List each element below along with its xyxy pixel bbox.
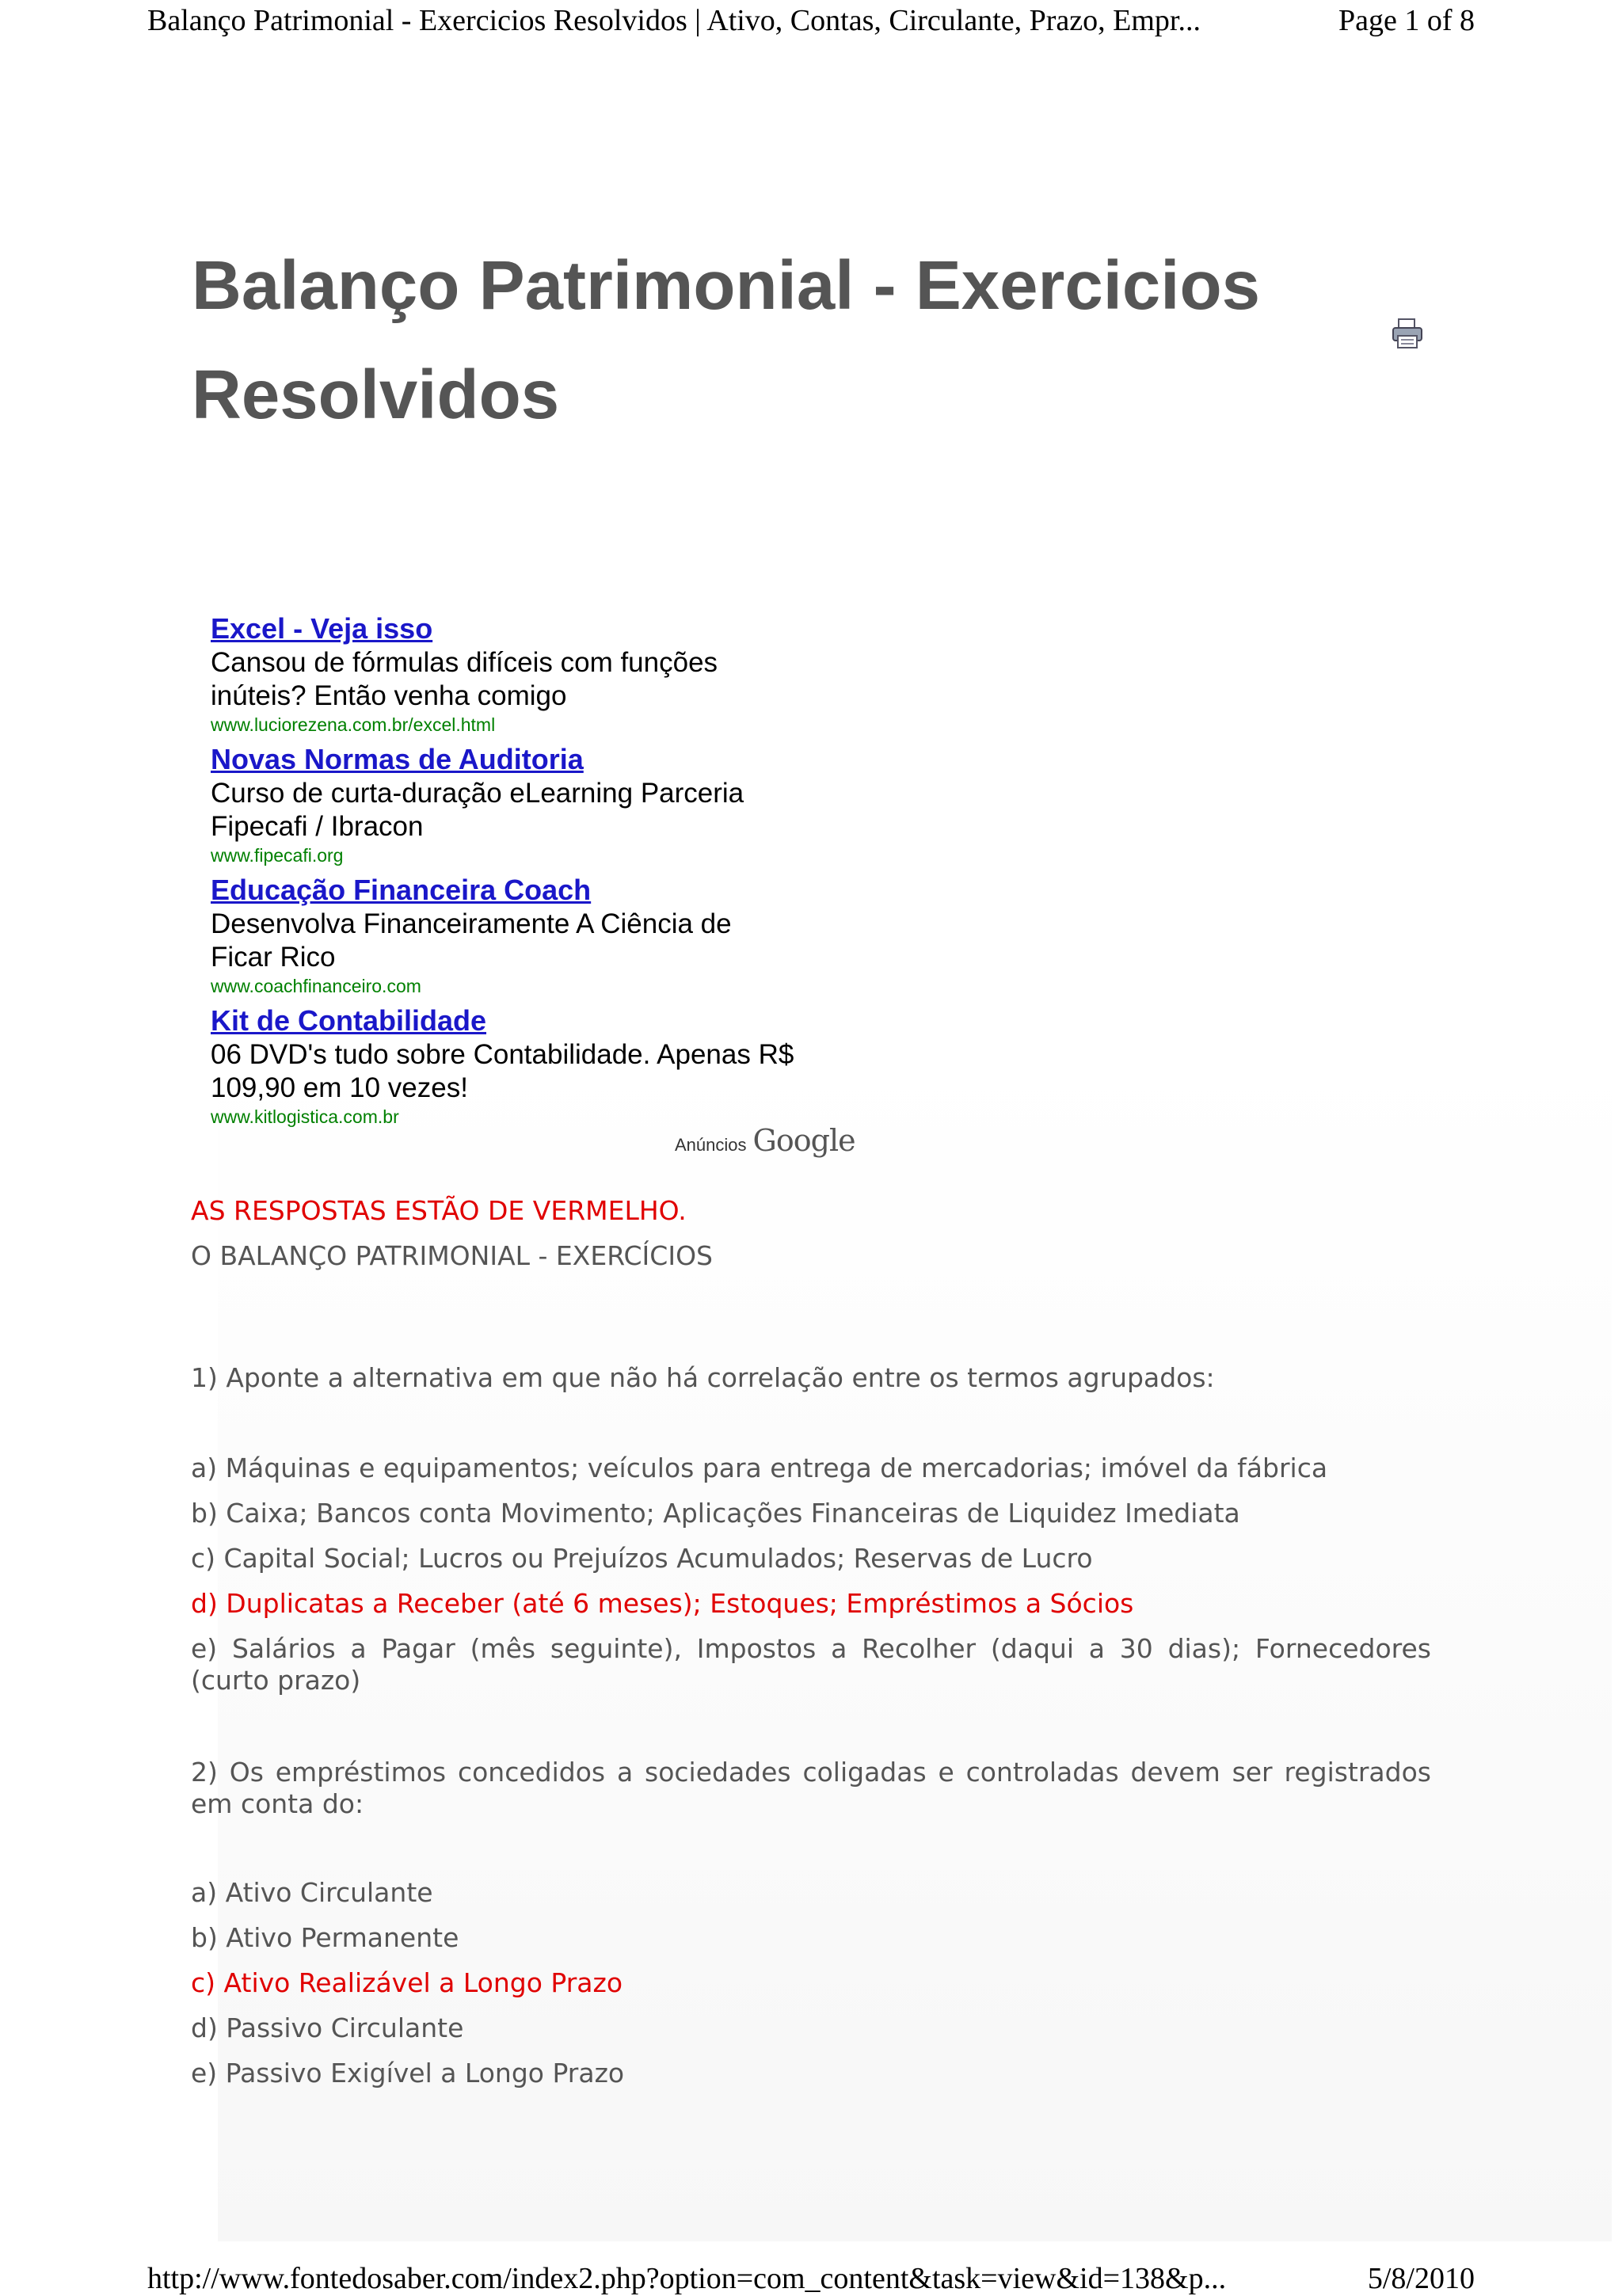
ad-description: 06 DVD's tudo sobre Contabilidade. Apenas R$ <box>211 1039 794 1070</box>
ad-item <box>211 1003 892 1129</box>
question-2 <box>191 1757 1431 1820</box>
answers-notice: AS RESPOSTAS ESTÃO DE VERMELHO. <box>191 1195 687 1226</box>
ad-description: Fipecafi / Ibracon <box>211 811 424 842</box>
option-a: a) Máquinas e equipamentos; veículos para entrega de mercadorias; imóvel da fábrica <box>191 1453 1328 1483</box>
question-1 <box>191 1362 1431 1394</box>
ad-url[interactable]: www.kitlogistica.com.br <box>211 1106 399 1127</box>
question-text: 2) Os empréstimos concedidos a sociedades coligadas e controladas devem ser registrados em conta do: <box>191 1757 1431 1819</box>
question-2-options <box>191 1877 1431 2089</box>
option-a: a) Ativo Circulante <box>191 1877 433 1908</box>
option-c: c) Capital Social; Lucros ou Prejuízos Acumulados; Reservas de Lucro <box>191 1543 1093 1574</box>
option-e: e) Salários a Pagar (mês seguinte), Impostos a Recolher (daqui a 30 dias); Fornecedores (curto prazo) <box>191 1633 1431 1696</box>
ad-description: Ficar Rico <box>211 942 336 973</box>
ads-by-google-badge[interactable] <box>675 1123 855 1158</box>
google-logo: Google <box>752 1123 855 1158</box>
ad-item <box>211 611 892 737</box>
ad-url[interactable]: www.fipecafi.org <box>211 845 344 866</box>
ads-badge-label: Anúncios <box>675 1135 747 1155</box>
print-header-page: Page 1 of 8 <box>1338 4 1475 37</box>
question-text: 1) Aponte a alternativa em que não há correlação entre os termos agrupados: <box>191 1362 1215 1393</box>
ad-item <box>211 873 892 998</box>
ad-url[interactable]: www.coachfinanceiro.com <box>211 976 421 996</box>
ad-description: Curso de curta-duração eLearning Parceria <box>211 778 744 809</box>
ad-description: Desenvolva Financeiramente A Ciência de <box>211 908 732 939</box>
page-title <box>192 231 1380 450</box>
printer-icon[interactable] <box>1391 317 1424 350</box>
print-header <box>147 3 1475 38</box>
subtitle-block <box>191 1240 1431 1272</box>
ad-title-link[interactable]: Novas Normas de Auditoria <box>211 743 584 775</box>
print-footer-date: 5/8/2010 <box>1367 2262 1475 2295</box>
print-header-title: Balanço Patrimonial - Exercicios Resolvidos | Ativo, Contas, Circulante, Prazo, Empr... <box>147 4 1201 37</box>
ad-title-link[interactable]: Kit de Contabilidade <box>211 1004 487 1037</box>
section-subtitle: O BALANÇO PATRIMONIAL - EXERCÍCIOS <box>191 1240 713 1271</box>
ad-item <box>211 742 892 867</box>
ad-list <box>211 611 892 1134</box>
page-title-line-2: Resolvidos <box>192 356 560 433</box>
print-footer-url: http://www.fontedosaber.com/index2.php?option=com_content&task=view&id=138&p... <box>147 2262 1227 2295</box>
question-1-options <box>191 1453 1431 1696</box>
option-d-answer: d) Duplicatas a Receber (até 6 meses); Estoques; Empréstimos a Sócios <box>191 1588 1134 1619</box>
ad-title-link[interactable]: Educação Financeira Coach <box>211 874 592 906</box>
ad-title-link[interactable]: Excel - Veja isso <box>211 612 433 645</box>
ad-description: inúteis? Então venha comigo <box>211 680 567 711</box>
page-title-line-1: Balanço Patrimonial - Exercicios <box>192 247 1261 324</box>
ad-description: 109,90 em 10 vezes! <box>211 1072 468 1103</box>
ad-url[interactable]: www.luciorezena.com.br/excel.html <box>211 714 496 735</box>
option-b: b) Caixa; Bancos conta Movimento; Aplicações Financeiras de Liquidez Imediata <box>191 1498 1240 1529</box>
notice-block <box>191 1195 1431 1227</box>
option-c-answer: c) Ativo Realizável a Longo Prazo <box>191 1967 623 1998</box>
option-e: e) Passivo Exigível a Longo Prazo <box>191 2058 625 2088</box>
option-d: d) Passivo Circulante <box>191 2012 464 2043</box>
print-footer <box>147 2261 1475 2296</box>
option-b: b) Ativo Permanente <box>191 1922 459 1953</box>
ad-description: Cansou de fórmulas difíceis com funções <box>211 647 718 678</box>
